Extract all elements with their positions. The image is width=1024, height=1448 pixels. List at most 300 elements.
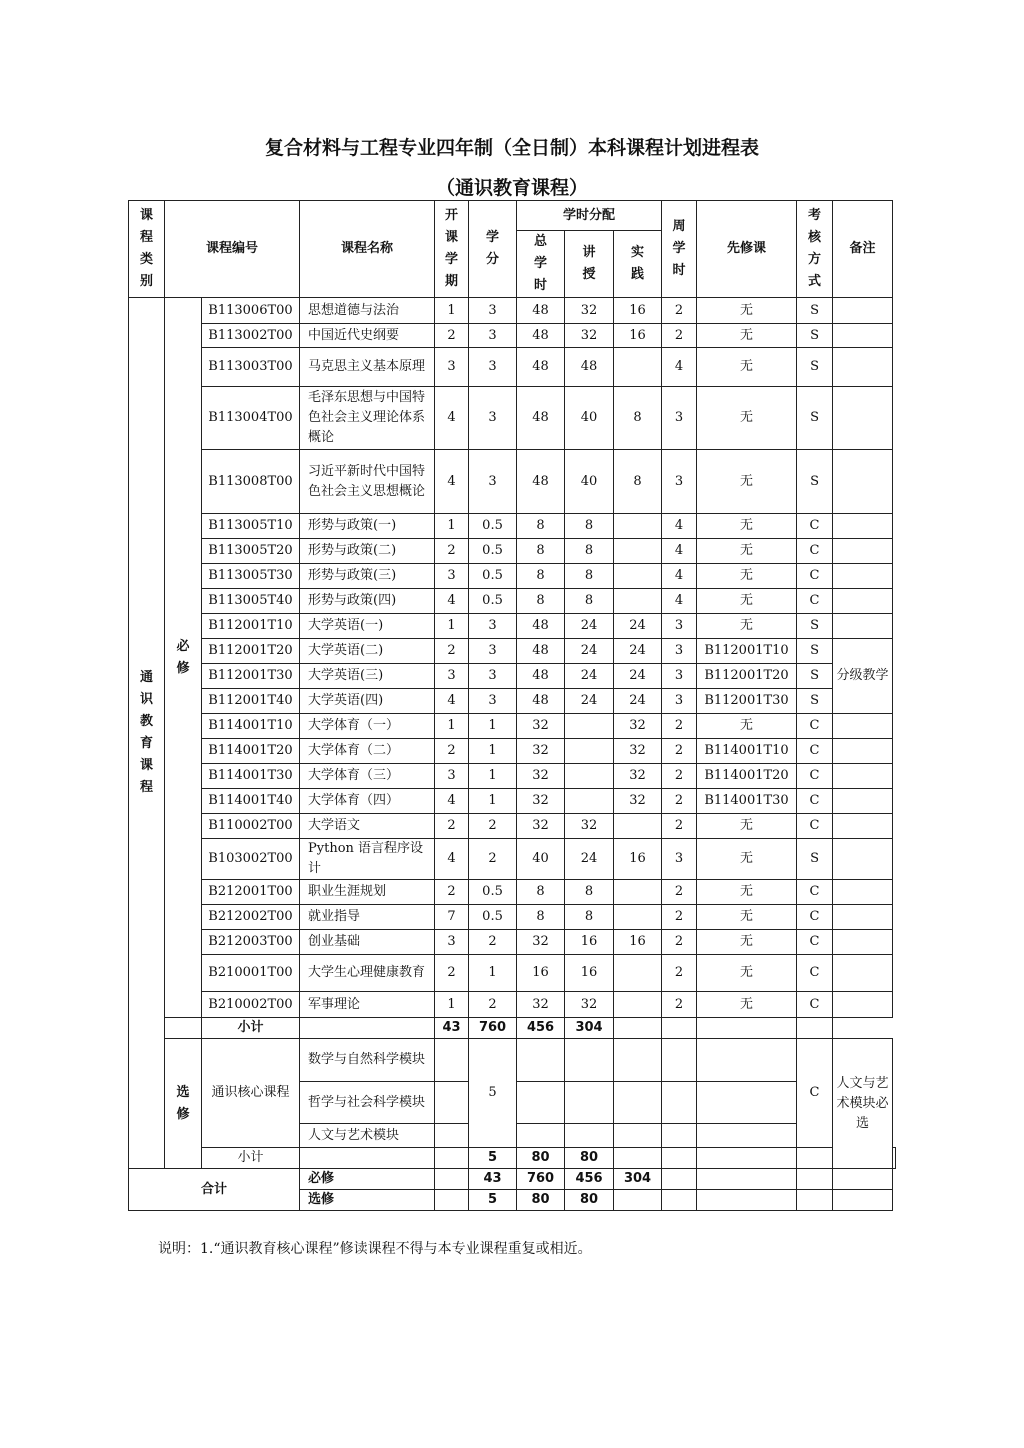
course-practice-hours: 16 — [614, 839, 662, 880]
elective-subtotal-row — [129, 1148, 896, 1169]
course-semester: 3 — [435, 348, 469, 387]
course-total-hours: 48 — [517, 348, 565, 387]
course-code: B113008T00 — [202, 450, 300, 514]
course-remark — [833, 930, 893, 955]
course-remark — [833, 992, 893, 1018]
course-practice-hours — [614, 905, 662, 930]
course-credit: 0.5 — [469, 514, 517, 539]
course-prereq: 无 — [697, 514, 797, 539]
elective-prereq — [697, 1039, 797, 1082]
grand-total-kind: 必修 — [300, 1169, 435, 1190]
course-code: B114001T30 — [202, 764, 300, 789]
course-lecture-hours — [565, 739, 614, 764]
elective-remark: 人文与艺术模块必选 — [833, 1039, 893, 1169]
course-code: B112001T10 — [202, 614, 300, 639]
course-lecture-hours — [565, 764, 614, 789]
course-total-hours: 48 — [517, 614, 565, 639]
elective-lecture — [565, 1124, 614, 1148]
elective-semester — [435, 1039, 469, 1082]
english-remark: 分级教学 — [833, 639, 893, 714]
course-practice-hours: 24 — [614, 639, 662, 664]
course-prereq: 无 — [697, 992, 797, 1018]
course-practice-hours: 16 — [614, 298, 662, 324]
course-total-hours: 8 — [517, 514, 565, 539]
course-name: 大学英语(三) — [300, 664, 435, 689]
course-practice-hours — [614, 514, 662, 539]
page-subtitle: （通识教育课程） — [435, 177, 588, 199]
header-weekly: 周学时 — [662, 201, 697, 298]
course-exam: C — [797, 930, 833, 955]
course-prereq: 无 — [697, 539, 797, 564]
course-practice-hours: 32 — [614, 789, 662, 814]
course-total-hours: 32 — [517, 764, 565, 789]
course-credit: 3 — [469, 324, 517, 348]
course-exam: S — [797, 387, 833, 450]
course-practice-hours — [614, 992, 662, 1018]
course-practice-hours — [614, 814, 662, 839]
course-credit: 2 — [469, 839, 517, 880]
course-weekly-hours: 2 — [662, 955, 697, 992]
course-exam: C — [797, 764, 833, 789]
course-remark — [833, 739, 893, 764]
course-exam: S — [797, 839, 833, 880]
course-remark — [833, 539, 893, 564]
course-code: B113005T20 — [202, 539, 300, 564]
course-lecture-hours: 16 — [565, 930, 614, 955]
subtotal-practice: 304 — [565, 1018, 614, 1039]
table-row — [129, 614, 896, 639]
table-row — [129, 450, 896, 514]
course-credit: 1 — [469, 714, 517, 739]
subtotal-empty — [797, 1018, 833, 1039]
course-semester: 2 — [435, 539, 469, 564]
table-row — [129, 539, 896, 564]
category-label: 通识教育课程 — [129, 298, 165, 1169]
course-total-hours: 32 — [517, 814, 565, 839]
course-credit: 2 — [469, 814, 517, 839]
course-code: B113003T00 — [202, 348, 300, 387]
course-credit: 0.5 — [469, 880, 517, 905]
course-name: 毛泽东思想与中国特色社会主义理论体系概论 — [300, 387, 435, 450]
course-practice-hours: 32 — [614, 714, 662, 739]
grand-total-empty — [435, 1190, 469, 1211]
course-practice-hours — [614, 564, 662, 589]
subtotal-empty — [697, 1148, 797, 1169]
course-exam: C — [797, 589, 833, 614]
course-lecture-hours — [565, 714, 614, 739]
subtotal-credit: 43 — [435, 1018, 469, 1039]
table-row — [129, 387, 896, 450]
course-code: B113005T30 — [202, 564, 300, 589]
subtotal-lecture: 456 — [517, 1018, 565, 1039]
course-name: 形势与政策(一) — [300, 514, 435, 539]
elective-module: 人文与艺术模块 — [300, 1124, 435, 1148]
course-weekly-hours: 2 — [662, 714, 697, 739]
course-lecture-hours — [565, 789, 614, 814]
page-title: 复合材料与工程专业四年制（全日制）本科课程计划进程表 — [264, 137, 759, 159]
elective-practice — [614, 1039, 662, 1082]
table-row — [129, 589, 896, 614]
course-lecture-hours: 8 — [565, 564, 614, 589]
course-credit: 1 — [469, 955, 517, 992]
grand-total-empty — [697, 1190, 797, 1211]
course-practice-hours: 8 — [614, 387, 662, 450]
elective-semester — [435, 1082, 469, 1124]
footnote: 说明：1.“通识教育核心课程”修读课程不得与本专业课程重复或相近。 — [158, 1241, 592, 1257]
course-exam: C — [797, 992, 833, 1018]
table-row — [129, 955, 896, 992]
course-practice-hours — [614, 539, 662, 564]
course-practice-hours: 16 — [614, 324, 662, 348]
course-exam: C — [797, 789, 833, 814]
course-exam: C — [797, 955, 833, 992]
header-code: 课程编号 — [165, 201, 300, 298]
course-practice-hours: 16 — [614, 930, 662, 955]
course-exam: C — [797, 714, 833, 739]
course-remark — [833, 324, 893, 348]
elective-subtotal-credit: 5 — [469, 1148, 517, 1169]
course-exam: S — [797, 639, 833, 664]
header-credit: 学分 — [469, 201, 517, 298]
course-remark — [833, 955, 893, 992]
course-lecture-hours: 32 — [565, 324, 614, 348]
course-prereq: B112001T20 — [697, 664, 797, 689]
course-weekly-hours: 3 — [662, 450, 697, 514]
course-total-hours: 8 — [517, 880, 565, 905]
course-remark — [833, 348, 893, 387]
table-row — [129, 564, 896, 589]
course-semester: 2 — [435, 739, 469, 764]
course-weekly-hours: 2 — [662, 298, 697, 324]
table-row — [129, 689, 896, 714]
elective-label: 选修 — [165, 1039, 202, 1169]
grand-total-empty — [662, 1169, 697, 1190]
course-weekly-hours: 3 — [662, 689, 697, 714]
grand-total-empty — [833, 1169, 893, 1190]
subtotal-label: 小计 — [202, 1018, 300, 1039]
course-semester: 4 — [435, 387, 469, 450]
grand-total-empty — [797, 1190, 833, 1211]
grand-total-practice: 304 — [614, 1169, 662, 1190]
course-exam: S — [797, 348, 833, 387]
course-plan-table — [128, 200, 896, 1211]
course-code: B112001T20 — [202, 639, 300, 664]
course-semester: 2 — [435, 814, 469, 839]
course-weekly-hours: 4 — [662, 589, 697, 614]
course-semester: 2 — [435, 639, 469, 664]
course-weekly-hours: 2 — [662, 789, 697, 814]
course-name: 形势与政策(二) — [300, 539, 435, 564]
course-weekly-hours: 2 — [662, 814, 697, 839]
course-credit: 3 — [469, 614, 517, 639]
grand-total-credit: 43 — [469, 1169, 517, 1190]
table-row — [129, 764, 896, 789]
table-row — [129, 839, 896, 880]
course-total-hours: 32 — [517, 714, 565, 739]
table-row — [129, 714, 896, 739]
elective-subtotal-lecture: 80 — [565, 1148, 614, 1169]
course-credit: 3 — [469, 639, 517, 664]
course-name: 形势与政策(三) — [300, 564, 435, 589]
course-prereq: B112001T30 — [697, 689, 797, 714]
course-semester: 1 — [435, 992, 469, 1018]
course-total-hours: 48 — [517, 298, 565, 324]
course-remark — [833, 905, 893, 930]
course-lecture-hours: 40 — [565, 450, 614, 514]
course-weekly-hours: 3 — [662, 664, 697, 689]
course-name: 大学体育（三） — [300, 764, 435, 789]
header-name: 课程名称 — [300, 201, 435, 298]
course-remark — [833, 880, 893, 905]
course-total-hours: 48 — [517, 689, 565, 714]
table-row — [129, 639, 896, 664]
course-semester: 1 — [435, 614, 469, 639]
subtotal-empty — [662, 1148, 697, 1169]
course-practice-hours: 32 — [614, 764, 662, 789]
course-credit: 3 — [469, 387, 517, 450]
subtotal-empty — [697, 1018, 797, 1039]
header-semester: 开课学期 — [435, 201, 469, 298]
course-practice-hours — [614, 589, 662, 614]
course-code: B112001T40 — [202, 689, 300, 714]
course-semester: 4 — [435, 589, 469, 614]
course-remark — [833, 764, 893, 789]
header-lecture: 讲授 — [565, 231, 614, 298]
course-semester: 1 — [435, 298, 469, 324]
elective-group: 通识核心课程 — [202, 1039, 300, 1148]
course-total-hours: 32 — [517, 739, 565, 764]
course-total-hours: 8 — [517, 905, 565, 930]
course-name: 就业指导 — [300, 905, 435, 930]
elective-lecture — [565, 1082, 614, 1124]
course-lecture-hours: 24 — [565, 664, 614, 689]
course-exam: C — [797, 739, 833, 764]
subtotal-empty — [614, 1148, 662, 1169]
course-code: B114001T20 — [202, 739, 300, 764]
course-name: 大学语文 — [300, 814, 435, 839]
course-exam: C — [797, 539, 833, 564]
course-credit: 3 — [469, 664, 517, 689]
course-exam: S — [797, 664, 833, 689]
course-code: B113006T00 — [202, 298, 300, 324]
course-credit: 2 — [469, 930, 517, 955]
course-weekly-hours: 2 — [662, 992, 697, 1018]
course-code: B114001T10 — [202, 714, 300, 739]
course-prereq: 无 — [697, 714, 797, 739]
elective-total — [517, 1124, 565, 1148]
header-practice: 实践 — [614, 231, 662, 298]
course-name: 中国近代史纲要 — [300, 324, 435, 348]
course-lecture-hours: 24 — [565, 614, 614, 639]
course-weekly-hours: 3 — [662, 614, 697, 639]
course-prereq: B112001T10 — [697, 639, 797, 664]
course-code: B110002T00 — [202, 814, 300, 839]
course-credit: 0.5 — [469, 564, 517, 589]
course-total-hours: 48 — [517, 387, 565, 450]
course-semester: 3 — [435, 564, 469, 589]
elective-module: 数学与自然科学模块 — [300, 1039, 435, 1082]
elective-weekly — [662, 1039, 697, 1082]
course-practice-hours: 32 — [614, 739, 662, 764]
header-total: 总学时 — [517, 231, 565, 298]
course-lecture-hours: 32 — [565, 298, 614, 324]
course-name: 大学英语(四) — [300, 689, 435, 714]
course-credit: 0.5 — [469, 905, 517, 930]
elective-practice — [614, 1124, 662, 1148]
subtotal-empty — [435, 1148, 469, 1169]
elective-lecture — [565, 1039, 614, 1082]
course-lecture-hours: 8 — [565, 905, 614, 930]
course-prereq: 无 — [697, 298, 797, 324]
elective-semester — [435, 1124, 469, 1148]
grand-total-row — [129, 1169, 896, 1190]
course-lecture-hours: 24 — [565, 839, 614, 880]
elective-module: 哲学与社会科学模块 — [300, 1082, 435, 1124]
course-prereq: 无 — [697, 589, 797, 614]
course-code: B113002T00 — [202, 324, 300, 348]
course-prereq: 无 — [697, 955, 797, 992]
header-exam: 考核方式 — [797, 201, 833, 298]
course-remark — [833, 298, 893, 324]
grand-total-lecture: 456 — [565, 1169, 614, 1190]
course-remark — [833, 839, 893, 880]
course-prereq: 无 — [697, 324, 797, 348]
course-prereq: 无 — [697, 880, 797, 905]
table-row — [129, 664, 896, 689]
grand-total-kind: 选修 — [300, 1190, 435, 1211]
course-lecture-hours: 8 — [565, 880, 614, 905]
course-semester: 1 — [435, 714, 469, 739]
course-total-hours: 48 — [517, 450, 565, 514]
course-semester: 4 — [435, 689, 469, 714]
table-row — [129, 880, 896, 905]
grand-total-total: 80 — [517, 1190, 565, 1211]
elective-practice — [614, 1082, 662, 1124]
course-name: 军事理论 — [300, 992, 435, 1018]
course-code: B210002T00 — [202, 992, 300, 1018]
course-remark — [833, 450, 893, 514]
table-row — [129, 324, 896, 348]
course-weekly-hours: 2 — [662, 880, 697, 905]
course-lecture-hours: 48 — [565, 348, 614, 387]
course-credit: 3 — [469, 298, 517, 324]
course-code: B210001T00 — [202, 955, 300, 992]
course-lecture-hours: 8 — [565, 514, 614, 539]
course-remark — [833, 387, 893, 450]
course-semester: 4 — [435, 789, 469, 814]
course-weekly-hours: 2 — [662, 905, 697, 930]
course-lecture-hours: 24 — [565, 689, 614, 714]
course-weekly-hours: 2 — [662, 764, 697, 789]
course-exam: C — [797, 905, 833, 930]
course-exam: S — [797, 324, 833, 348]
course-lecture-hours: 16 — [565, 955, 614, 992]
course-remark — [833, 589, 893, 614]
grand-total-total: 760 — [517, 1169, 565, 1190]
course-semester: 4 — [435, 450, 469, 514]
course-name: 思想道德与法治 — [300, 298, 435, 324]
course-prereq: B114001T20 — [697, 764, 797, 789]
course-total-hours: 8 — [517, 564, 565, 589]
course-exam: S — [797, 614, 833, 639]
course-code: B103002T00 — [202, 839, 300, 880]
table-row — [129, 739, 896, 764]
elective-total — [517, 1082, 565, 1124]
course-prereq: 无 — [697, 814, 797, 839]
course-practice-hours — [614, 880, 662, 905]
elective-prereq — [697, 1082, 797, 1124]
course-prereq: 无 — [697, 614, 797, 639]
course-exam: C — [797, 880, 833, 905]
course-credit: 1 — [469, 789, 517, 814]
header-hours-group: 学时分配 — [517, 201, 662, 231]
course-credit: 1 — [469, 764, 517, 789]
course-lecture-hours: 8 — [565, 589, 614, 614]
course-exam: S — [797, 298, 833, 324]
elective-row — [129, 1039, 896, 1082]
course-name: 马克思主义基本原理 — [300, 348, 435, 387]
course-weekly-hours: 2 — [662, 324, 697, 348]
course-total-hours: 48 — [517, 324, 565, 348]
course-name: 形势与政策(四) — [300, 589, 435, 614]
course-name: 习近平新时代中国特色社会主义思想概论 — [300, 450, 435, 514]
course-credit: 2 — [469, 992, 517, 1018]
elective-prereq — [697, 1124, 797, 1148]
course-practice-hours: 8 — [614, 450, 662, 514]
course-remark — [833, 714, 893, 739]
course-semester: 2 — [435, 955, 469, 992]
required-label: 必修 — [165, 298, 202, 1018]
grand-total-practice — [614, 1190, 662, 1211]
course-lecture-hours: 8 — [565, 539, 614, 564]
course-practice-hours — [614, 955, 662, 992]
course-weekly-hours: 3 — [662, 387, 697, 450]
grand-total-label: 合计 — [129, 1169, 300, 1211]
course-total-hours: 32 — [517, 930, 565, 955]
course-weekly-hours: 2 — [662, 930, 697, 955]
grand-total-credit: 5 — [469, 1190, 517, 1211]
course-weekly-hours: 4 — [662, 514, 697, 539]
grand-total-empty — [697, 1169, 797, 1190]
course-semester: 3 — [435, 764, 469, 789]
course-prereq: 无 — [697, 348, 797, 387]
course-name: 职业生涯规划 — [300, 880, 435, 905]
course-total-hours: 16 — [517, 955, 565, 992]
elective-weekly — [662, 1124, 697, 1148]
course-total-hours: 40 — [517, 839, 565, 880]
course-prereq: 无 — [697, 387, 797, 450]
course-name: Python 语言程序设计 — [300, 839, 435, 880]
course-code: B113004T00 — [202, 387, 300, 450]
course-code: B212002T00 — [202, 905, 300, 930]
table-row — [129, 298, 896, 324]
subtotal-empty — [893, 1148, 896, 1169]
course-exam: C — [797, 514, 833, 539]
course-practice-hours: 24 — [614, 614, 662, 639]
elective-weekly — [662, 1082, 697, 1124]
course-semester: 7 — [435, 905, 469, 930]
required-subtotal-row — [129, 1018, 896, 1039]
course-name: 大学英语(二) — [300, 639, 435, 664]
course-credit: 0.5 — [469, 539, 517, 564]
course-weekly-hours: 2 — [662, 739, 697, 764]
course-semester: 3 — [435, 664, 469, 689]
course-name: 创业基础 — [300, 930, 435, 955]
course-code: B212001T00 — [202, 880, 300, 905]
course-weekly-hours: 4 — [662, 564, 697, 589]
elective-total — [517, 1039, 565, 1082]
course-weekly-hours: 4 — [662, 348, 697, 387]
